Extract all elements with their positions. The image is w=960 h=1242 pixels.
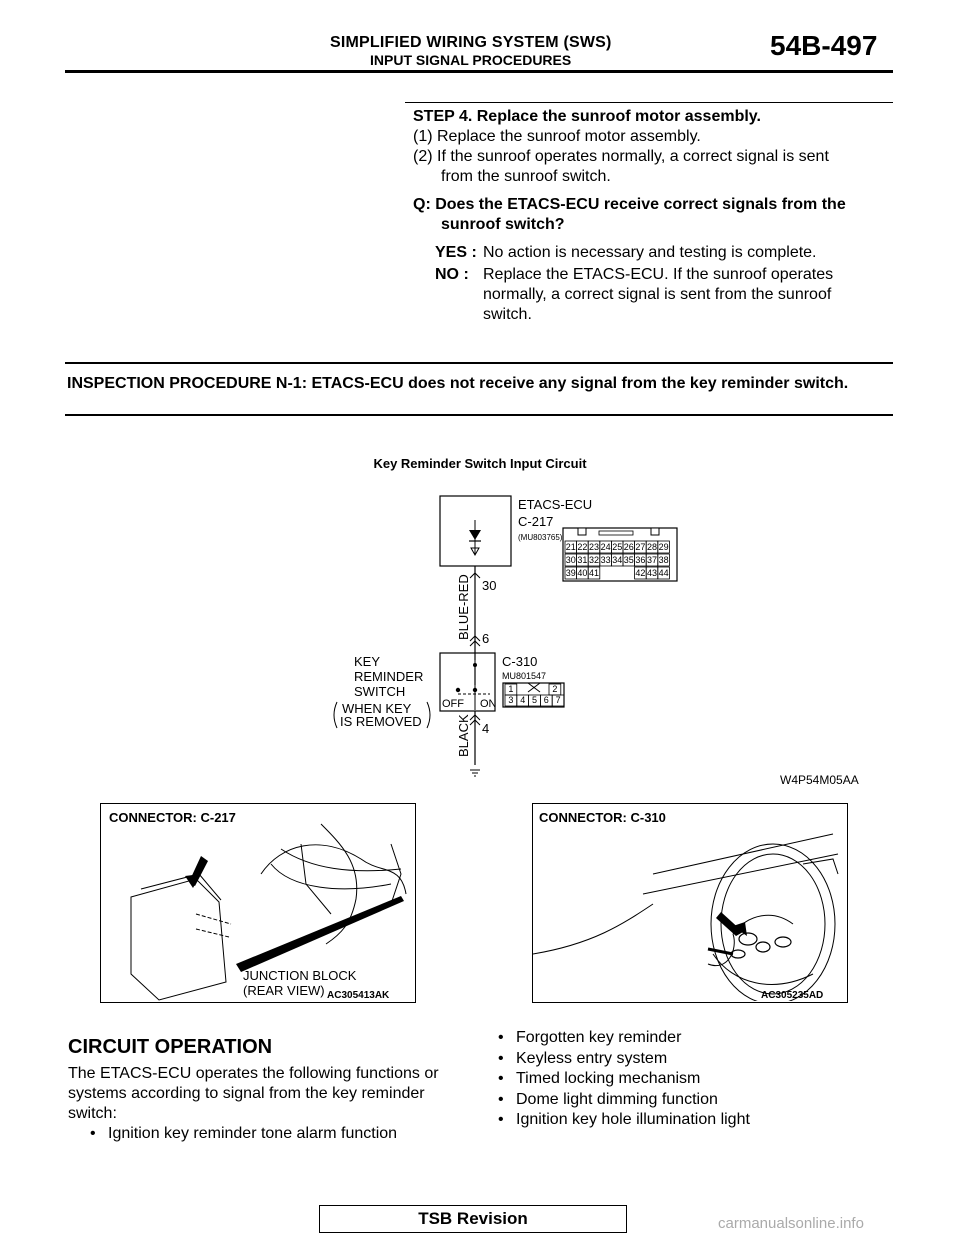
steering-column-illustration	[533, 804, 846, 1001]
connector-c217-face	[563, 528, 677, 581]
pin-number: 26	[623, 542, 634, 552]
diagram-title: Key Reminder Switch Input Circuit	[373, 456, 587, 471]
connector-c217-label: C-217	[518, 514, 554, 529]
wire-blue-red-label: BLUE-RED	[456, 574, 471, 640]
switch-label: SWITCH	[354, 684, 406, 699]
step-item: from the sunroof switch.	[441, 168, 611, 185]
yes-key: YES :	[435, 244, 477, 261]
pin-number: 2	[552, 684, 558, 694]
bullet-item: • Dome light dimming function	[496, 1090, 916, 1111]
page-number: 54B-497	[770, 30, 878, 61]
step-rule	[405, 102, 893, 103]
connector-c310-part: MU801547	[502, 671, 547, 681]
pin-number: 38	[658, 555, 669, 565]
step-block	[413, 107, 893, 325]
bullet-item: • Ignition key hole illumination light	[496, 1110, 916, 1131]
switch-label: REMINDER	[354, 669, 424, 684]
step-item: (1) Replace the sunroof motor assembly.	[413, 128, 701, 145]
switch-on-label: ON	[480, 698, 497, 710]
answer-no	[413, 265, 893, 325]
photo-code: AC305235AD	[761, 990, 824, 1001]
watermark: carmanualsonline.info	[718, 1215, 864, 1232]
pin-number: 22	[577, 542, 588, 552]
pin-number: 42	[635, 568, 646, 578]
pin-number: 32	[588, 555, 600, 565]
pin-number: 21	[565, 542, 576, 552]
bullet-item: • Timed locking mechanism	[496, 1069, 916, 1090]
pin-number: 40	[577, 568, 588, 578]
bullet-item: • Forgotten key reminder	[496, 1028, 916, 1049]
junction-block-label: JUNCTION BLOCK	[243, 968, 357, 983]
question: sunroof switch?	[441, 216, 565, 233]
no-key: NO :	[435, 266, 469, 283]
wire-black-label: BLACK	[456, 714, 471, 757]
inspection-heading: INSPECTION PROCEDURE N-1: ETACS-ECU does not receive any signal from the key reminder switch.	[67, 375, 849, 392]
pin-6-label: 6	[482, 631, 490, 646]
pin-number: 28	[646, 542, 658, 552]
circuit-diagram	[0, 480, 960, 790]
ecu-label: ETACS-ECU	[518, 497, 593, 512]
pin-number: 33	[600, 555, 611, 565]
step-title: STEP 4. Replace the sunroof motor assembly.	[413, 108, 761, 125]
inspection-rule-top	[65, 362, 893, 364]
pin-number: 36	[635, 555, 646, 565]
switch-off-label: OFF	[442, 698, 464, 710]
pin-number: 27	[635, 542, 646, 552]
pin-number: 30	[565, 555, 576, 565]
pin-number: 23	[588, 542, 600, 552]
switch-condition: WHEN KEY	[342, 701, 412, 716]
circuit-text: The ETACS-ECU operates the following functions or systems according to signal from the key reminder switch:	[68, 1065, 439, 1122]
diagram-code: W4P54M05AA	[780, 773, 859, 787]
pin-number: 44	[658, 568, 669, 578]
pin-number: 29	[658, 542, 669, 552]
pin-number: 35	[623, 555, 634, 565]
pin-number: 43	[646, 568, 658, 578]
pin-number: 4	[520, 695, 526, 705]
yes-value: No action is necessary and testing is complete.	[483, 244, 817, 261]
right-bullet-list	[496, 1028, 916, 1131]
inspection-rule-bottom	[65, 414, 893, 416]
pin-number: 1	[508, 684, 514, 694]
connector-c310-label: C-310	[502, 654, 538, 669]
switch-condition: IS REMOVED	[340, 714, 422, 729]
bullet-item: • Ignition key reminder tone alarm function	[88, 1124, 468, 1145]
photo-caption: CONNECTOR: C-310	[539, 810, 666, 825]
pin-number: 34	[612, 555, 623, 565]
pin-number: 25	[612, 542, 623, 552]
diode-icon	[469, 530, 481, 540]
step-item: (2) If the sunroof operates normally, a correct signal is sent	[413, 148, 829, 165]
pin-number: 6	[543, 695, 549, 705]
pin-number: 3	[508, 695, 514, 705]
pin-number: 31	[577, 555, 588, 565]
pin-number: 7	[555, 695, 561, 705]
no-value: Replace the ETACS-ECU. If the sunroof operates normally, a correct signal is sent from the sunroof switch.	[483, 266, 834, 323]
circuit-paragraph	[68, 1064, 468, 1145]
tsb-revision-box: TSB Revision	[319, 1205, 627, 1233]
left-bullet-list	[88, 1124, 468, 1145]
question: Q: Does the ETACS-ECU receive correct signals from the	[413, 196, 846, 213]
photo-caption: CONNECTOR: C-217	[109, 810, 236, 825]
pin-number: 37	[646, 555, 658, 565]
header-rule	[65, 70, 893, 73]
pin-number: 5	[531, 695, 538, 705]
pin-4-label: 4	[482, 721, 490, 736]
pin-number: 41	[588, 568, 600, 578]
pin-30-label: 30	[482, 578, 497, 593]
bullet-item: • Keyless entry system	[496, 1049, 916, 1070]
connector-c217-part: (MU803765)	[518, 533, 563, 542]
junction-block-label: (REAR VIEW)	[243, 983, 325, 998]
section-subtitle: INPUT SIGNAL PROCEDURES	[370, 52, 572, 68]
photo-c217	[100, 803, 416, 1003]
connector-c310-face	[503, 683, 564, 707]
photo-code: AC305413AK	[327, 990, 390, 1001]
answer-yes	[413, 243, 893, 263]
section-title: SIMPLIFIED WIRING SYSTEM (SWS)	[330, 34, 612, 51]
pin-number: 24	[600, 542, 611, 552]
pin-number: 39	[565, 568, 576, 578]
switch-label: KEY	[354, 654, 381, 669]
circuit-heading: CIRCUIT OPERATION	[68, 1036, 273, 1058]
photo-c310	[532, 803, 848, 1003]
